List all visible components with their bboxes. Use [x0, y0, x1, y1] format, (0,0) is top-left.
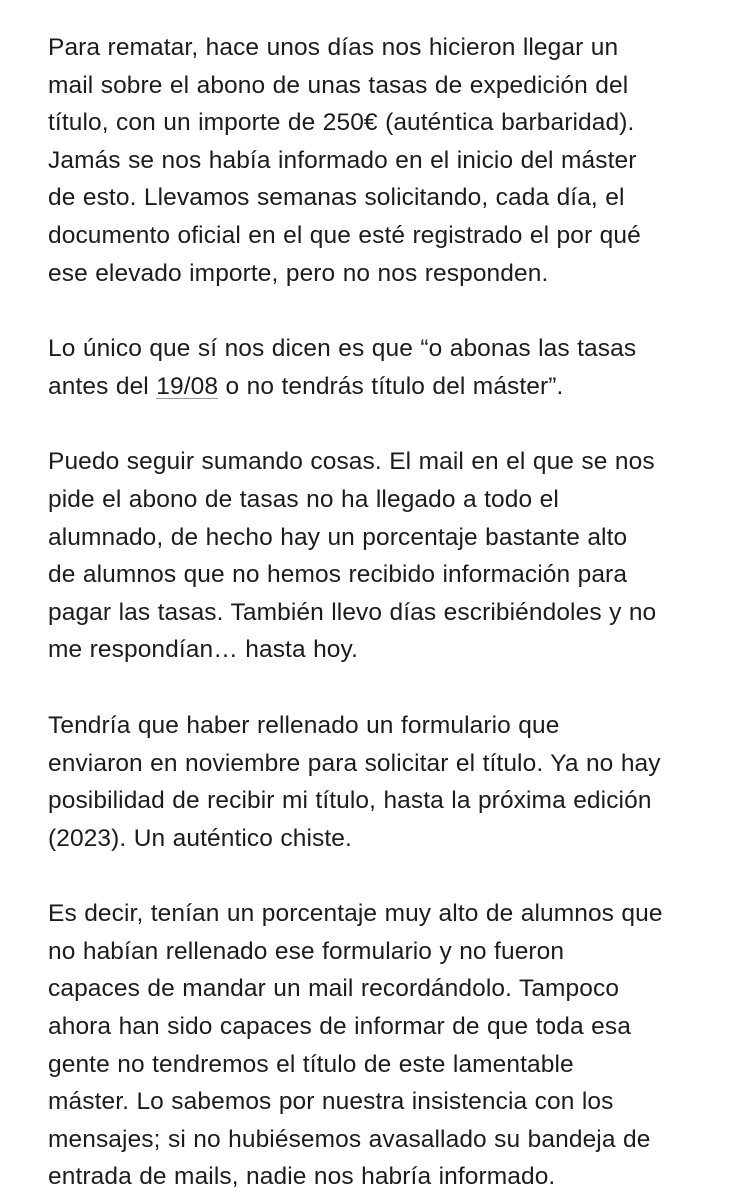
text-line: máster. Lo sabemos por nuestra insistencia con los [48, 1088, 614, 1116]
text-line: Jamás se nos había informado en el inicio del máster [48, 146, 637, 174]
text-line: capaces de mandar un mail recordándolo. Tampoco [48, 975, 620, 1003]
text-segment: o no tendrás título del máster”. [218, 372, 564, 400]
text-line: gente no tendremos el título de este lamentable [48, 1050, 574, 1078]
text-line: Tendría que haber rellenado un formulario que [48, 711, 560, 739]
paragraph-4 [48, 707, 728, 857]
text-line: entrada de mails, nadie nos habría informado. [48, 1163, 556, 1191]
text-line-with-date [48, 368, 728, 406]
paragraph-gap [48, 405, 728, 443]
text-line: me respondían… hasta hoy. [48, 636, 358, 664]
text-line: pagar las tasas. También llevo días escribiéndoles y no [48, 598, 657, 626]
text-line: título, con un importe de 250€ (auténtica barbaridad). [48, 109, 635, 137]
text-line: mensajes; si no hubiésemos avasallado su bandeja de [48, 1125, 651, 1153]
text-line: mail sobre el abono de unas tasas de expedición del [48, 71, 629, 99]
text-line: (2023). Un auténtico chiste. [48, 824, 352, 852]
paragraph-2 [48, 330, 728, 405]
text-line: de esto. Llevamos semanas solicitando, cada día, el [48, 184, 625, 212]
text-line: Es decir, tenían un porcentaje muy alto de alumnos que [48, 900, 663, 928]
paragraph-3 [48, 443, 728, 669]
paragraph-5 [48, 895, 728, 1196]
text-line: Puedo seguir sumando cosas. El mail en el que se nos [48, 448, 655, 476]
text-line: de alumnos que no hemos recibido información para [48, 561, 628, 589]
text-line: enviaron en noviembre para solicitar el título. Ya no hay [48, 749, 661, 777]
paragraph-gap [48, 669, 728, 707]
text-line: Para rematar, hace unos días nos hicieron llegar un [48, 34, 619, 61]
text-line: ese elevado importe, pero no nos responden. [48, 259, 549, 287]
text-line: documento oficial en el que esté registrado el por qué [48, 221, 641, 249]
text-line: ahora han sido capaces de informar de que toda esa [48, 1013, 631, 1041]
text-line: alumnado, de hecho hay un porcentaje bastante alto [48, 523, 628, 551]
paragraph-gap [48, 857, 728, 895]
paragraph-gap [48, 292, 728, 330]
text-line: no habían rellenado ese formulario y no fueron [48, 937, 565, 965]
text-line: pide el abono de tasas no ha llegado a todo el [48, 485, 559, 513]
text-line: posibilidad de recibir mi título, hasta la próxima edición [48, 787, 652, 815]
text-line: Lo único que sí nos dicen es que “o abonas las tasas [48, 335, 637, 363]
text-segment: antes del [48, 372, 157, 400]
paragraph-1 [48, 29, 728, 292]
date-link[interactable]: 19/08 [156, 372, 219, 400]
note-body [48, 29, 728, 1196]
